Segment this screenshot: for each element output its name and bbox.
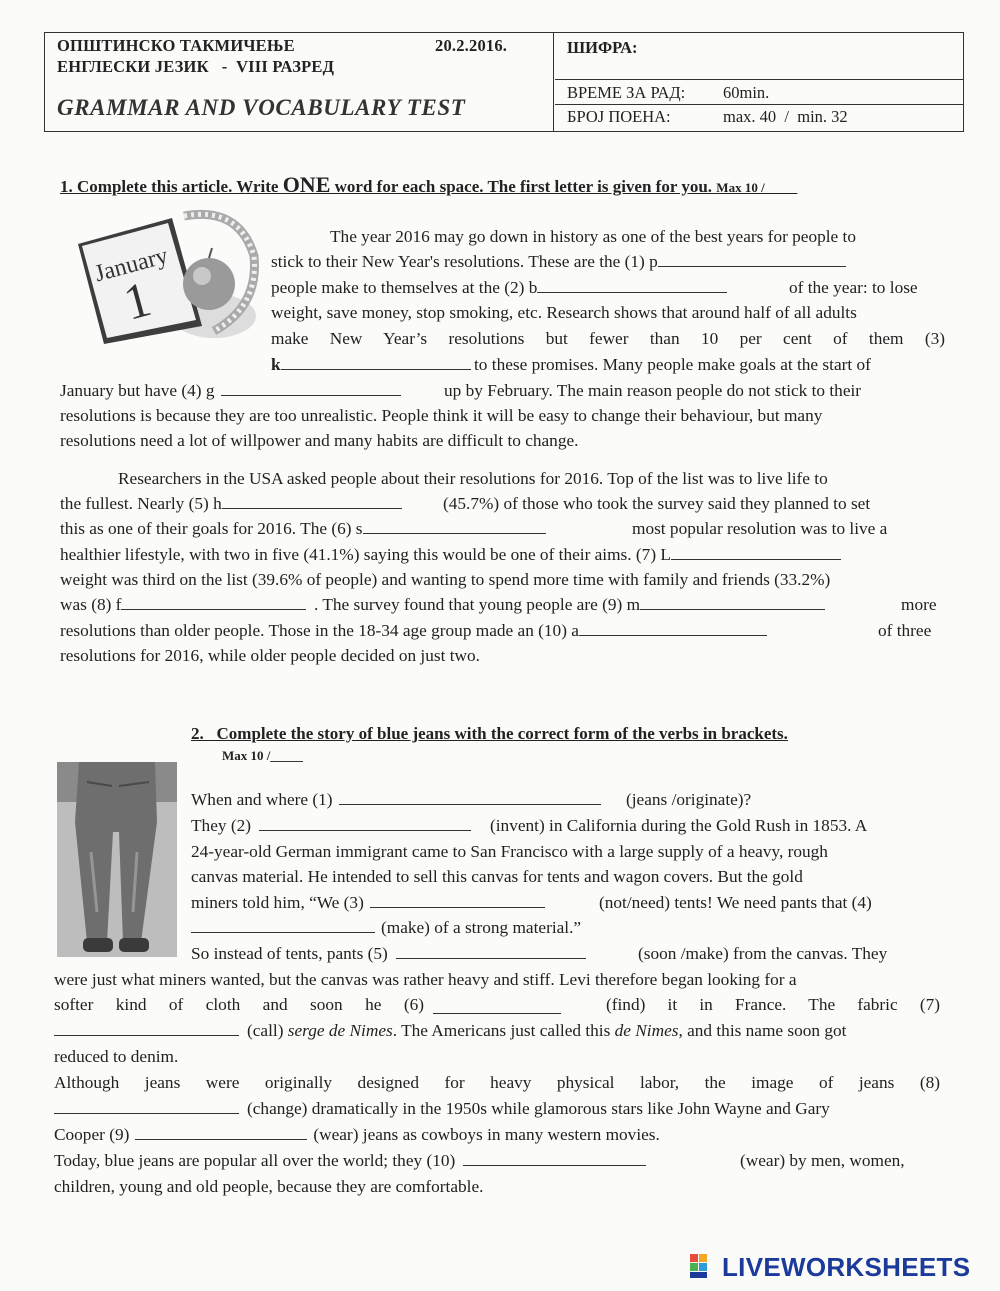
exercise1-title-one: ONE bbox=[282, 172, 331, 197]
verb-blank-5-input[interactable] bbox=[396, 942, 586, 959]
blank-2-input[interactable] bbox=[537, 276, 727, 293]
subject-grade: ЕНГЛЕСКИ ЈЕЗИК - VIII РАЗРЕД bbox=[57, 57, 335, 76]
ex2-line-6 bbox=[191, 915, 581, 941]
ex2-line-15b: (wear) by men, women, bbox=[740, 1151, 905, 1170]
verb-blank-2-input[interactable] bbox=[259, 814, 471, 831]
ex1-p2-line-3 bbox=[60, 516, 546, 542]
ex2-line-1-text: When and where (1) bbox=[191, 790, 333, 809]
ex2-line-10-c: , and this name soon got bbox=[678, 1021, 847, 1040]
ex1-line-2 bbox=[271, 249, 846, 275]
header-right bbox=[555, 33, 963, 131]
ex2-line-3: 24-year-old German immigrant came to San Francisco with a large supply of a heavy, rough bbox=[191, 842, 828, 861]
points-value: max. 40 / min. 32 bbox=[723, 107, 848, 126]
ex2-line-6-text: (make) of a strong material.” bbox=[381, 918, 582, 937]
verb-blank-8-input[interactable] bbox=[54, 1097, 239, 1114]
ex2-line-10-a: (call) bbox=[247, 1021, 288, 1040]
liveworksheets-logo[interactable] bbox=[690, 1252, 990, 1280]
competition-label: ОПШТИНСКО ТАКМИЧЕЊЕ bbox=[57, 36, 295, 55]
ex2-line-4: canvas material. He intended to sell this canvas for tents and wagon covers. But the gold bbox=[191, 867, 803, 886]
ex1-p2-line-5: weight was third on the list (39.6% of people) and wanting to spend more time with family and friends (33.2%) bbox=[60, 570, 831, 589]
ex2-line-7b: (soon /make) from the canvas. They bbox=[638, 944, 888, 963]
ex1-line-8: resolutions is because they are too unrealistic. People think it will be easy to change their behaviour, but many bbox=[60, 406, 823, 425]
ex2-line-7-text: So instead of tents, pants (5) bbox=[191, 944, 388, 963]
page-title: GRAMMAR AND VOCABULARY TEST bbox=[57, 95, 466, 120]
verb-blank-1-input[interactable] bbox=[339, 788, 601, 805]
calendar-illustration bbox=[64, 196, 262, 346]
header-divider bbox=[555, 79, 963, 80]
ex1-letter-k: k bbox=[271, 355, 281, 374]
ex2-line-12: Although jeans were originally designed for heavy physical labor, the image of jeans (8) bbox=[54, 1073, 940, 1092]
ex2-line-1 bbox=[191, 787, 601, 813]
ex1-line-7-text: January but have (4) g bbox=[60, 381, 215, 400]
ex2-line-9b: (find) it in France. The fabric (7) bbox=[606, 995, 940, 1014]
verb-blank-9-input[interactable] bbox=[135, 1123, 307, 1140]
ex2-line-10-b: . The Americans just called this bbox=[392, 1021, 615, 1040]
ex1-p2-line-6c: more bbox=[901, 595, 937, 614]
ex2-line-1b: (jeans /originate)? bbox=[626, 790, 752, 809]
ex2-line-15-text: Today, blue jeans are popular all over the world; they (10) bbox=[54, 1151, 456, 1170]
ex1-p2-line-6b-text: . The survey found that young people are (9) m bbox=[314, 595, 641, 614]
jeans-photo bbox=[57, 762, 177, 957]
ex1-p2-line-1: Researchers in the USA asked people about their resolutions for 2016. Top of the list was to live life to bbox=[118, 469, 828, 488]
code-label: ШИФРА: bbox=[567, 38, 638, 57]
blank-6-input[interactable] bbox=[363, 517, 546, 534]
ex2-line-15 bbox=[54, 1148, 646, 1174]
exercise1-title-a: 1. Complete this article. Write bbox=[60, 177, 283, 196]
header-divider-2 bbox=[555, 104, 963, 105]
verb-blank-7-input[interactable] bbox=[54, 1019, 239, 1036]
ex2-line-14-b: (wear) jeans as cowboys in many western movies. bbox=[313, 1125, 660, 1144]
ex1-line-7 bbox=[60, 378, 401, 404]
ex2-line-8: were just what miners wanted, but the canvas was rather heavy and stiff. Levi therefore began looking for a bbox=[54, 970, 797, 989]
ex2-line-5-text: miners told him, “We (3) bbox=[191, 893, 364, 912]
blank-10-input[interactable] bbox=[579, 619, 767, 636]
verb-blank-10-input[interactable] bbox=[463, 1149, 646, 1166]
blank-9-input[interactable] bbox=[640, 593, 825, 610]
ex2-line-10-italic-1: serge de Nimes bbox=[287, 1021, 393, 1040]
blank-7-input[interactable] bbox=[671, 543, 841, 560]
ex2-line-13-text: (change) dramatically in the 1950s while glamorous stars like John Wayne and Gary bbox=[247, 1099, 830, 1118]
ex2-line-10-italic-2: de Nimes bbox=[614, 1021, 679, 1040]
ex1-p2-line-7-text: resolutions than older people. Those in the 18-34 age group made an (10) a bbox=[60, 621, 579, 640]
ex1-line-3-text: people make to themselves at the (2) b bbox=[271, 278, 538, 297]
verb-blank-3-input[interactable] bbox=[370, 891, 545, 908]
test-date: 20.2.2016. bbox=[435, 36, 508, 55]
ex1-p2-line-7 bbox=[60, 618, 767, 644]
ex2-line-2b: (invent) in California during the Gold Rush in 1853. A bbox=[490, 816, 868, 835]
logo-text: LIVEWORKSHEETS bbox=[722, 1252, 971, 1282]
ex2-line-5b: (not/need) tents! We need pants that (4) bbox=[599, 893, 872, 912]
ex2-line-14 bbox=[54, 1122, 660, 1148]
ex2-line-5 bbox=[191, 890, 545, 916]
ex2-line-13 bbox=[54, 1096, 830, 1122]
header-box bbox=[44, 32, 964, 132]
ex1-p2-line-6-text: was (8) f bbox=[60, 595, 122, 614]
exercise2-max: Max 10 /_____ bbox=[222, 748, 303, 763]
ex1-line-6 bbox=[271, 352, 471, 378]
blank-8-input[interactable] bbox=[121, 593, 306, 610]
ex1-p2-line-6 bbox=[60, 592, 306, 618]
ex1-line-5: make New Year’s resolutions but fewer than 10 per cent of them (3) bbox=[271, 329, 945, 348]
verb-blank-4-input[interactable] bbox=[191, 916, 375, 933]
ex2-line-11: reduced to denim. bbox=[54, 1047, 179, 1066]
liveworksheets-logo-icon bbox=[690, 1254, 718, 1278]
ex1-p2-line-4-text: healthier lifestyle, with two in five (41.1%) saying this would be one of their aims. (7) L bbox=[60, 545, 671, 564]
ex2-line-14-text: Cooper (9) bbox=[54, 1125, 130, 1144]
exercise1-max: Max 10 /_____ bbox=[716, 180, 798, 195]
blank-5-input[interactable] bbox=[222, 492, 402, 509]
exercise2-title: 2. Complete the story of blue jeans with the correct form of the verbs in brackets. bbox=[191, 724, 788, 743]
ex2-line-10 bbox=[54, 1018, 846, 1044]
verb-blank-6-input[interactable] bbox=[433, 997, 561, 1014]
header-left bbox=[45, 33, 554, 131]
ex1-line-3b: of the year: to lose bbox=[789, 278, 918, 297]
ex1-line-1: The year 2016 may go down in history as one of the best years for people to bbox=[330, 227, 856, 246]
ex1-p2-line-4 bbox=[60, 542, 841, 568]
time-label: ВРЕМЕ ЗА РАД: bbox=[567, 83, 686, 102]
blank-1-input[interactable] bbox=[658, 250, 846, 267]
ex2-line-2 bbox=[191, 813, 471, 839]
points-label: БРОЈ ПОЕНА: bbox=[567, 107, 671, 126]
ex1-p2-line-8: resolutions for 2016, while older people decided on just two. bbox=[60, 646, 480, 665]
ex1-line-7b: up by February. The main reason people do not stick to their bbox=[444, 381, 862, 400]
ex2-line-2-text: They (2) bbox=[191, 816, 251, 835]
ex2-line-7 bbox=[191, 941, 586, 967]
ex1-line-9: resolutions need a lot of willpower and many habits are difficult to change. bbox=[60, 431, 579, 450]
ex1-line-3 bbox=[271, 275, 727, 301]
ex1-p2-line-3b: most popular resolution was to live a bbox=[632, 519, 888, 538]
ex1-p2-line-6b bbox=[314, 592, 825, 618]
blank-3-input[interactable] bbox=[281, 353, 471, 370]
ex1-p2-line-3-text: this as one of their goals for 2016. The (6) s bbox=[60, 519, 363, 538]
blank-4-input[interactable] bbox=[221, 379, 401, 396]
exercise1-title bbox=[60, 172, 797, 198]
ex1-p2-line-2-text: the fullest. Nearly (5) h bbox=[60, 494, 222, 513]
ex2-line-9: softer kind of cloth and soon he (6) bbox=[54, 995, 424, 1014]
ex1-p2-line-2 bbox=[60, 491, 402, 517]
ex1-line-2-text: stick to their New Year's resolutions. These are the (1) p bbox=[271, 252, 658, 271]
exercise1-title-b: word for each space. The first letter is given for you. bbox=[330, 177, 713, 196]
ex1-p2-line-7b: of three bbox=[878, 621, 932, 640]
calendar-day: 1 bbox=[117, 270, 157, 331]
calendar-month: January bbox=[91, 242, 171, 288]
ex2-line-16: children, young and old people, because they are comfortable. bbox=[54, 1177, 484, 1196]
time-value: 60min. bbox=[723, 83, 770, 102]
ex1-line-4: weight, save money, stop smoking, etc. Research shows that around half of all adults bbox=[271, 303, 857, 322]
ex1-p2-line-2b: (45.7%) of those who took the survey said they planned to set bbox=[443, 494, 871, 513]
ex1-line-6b: to these promises. Many people make goals at the start of bbox=[474, 355, 871, 374]
